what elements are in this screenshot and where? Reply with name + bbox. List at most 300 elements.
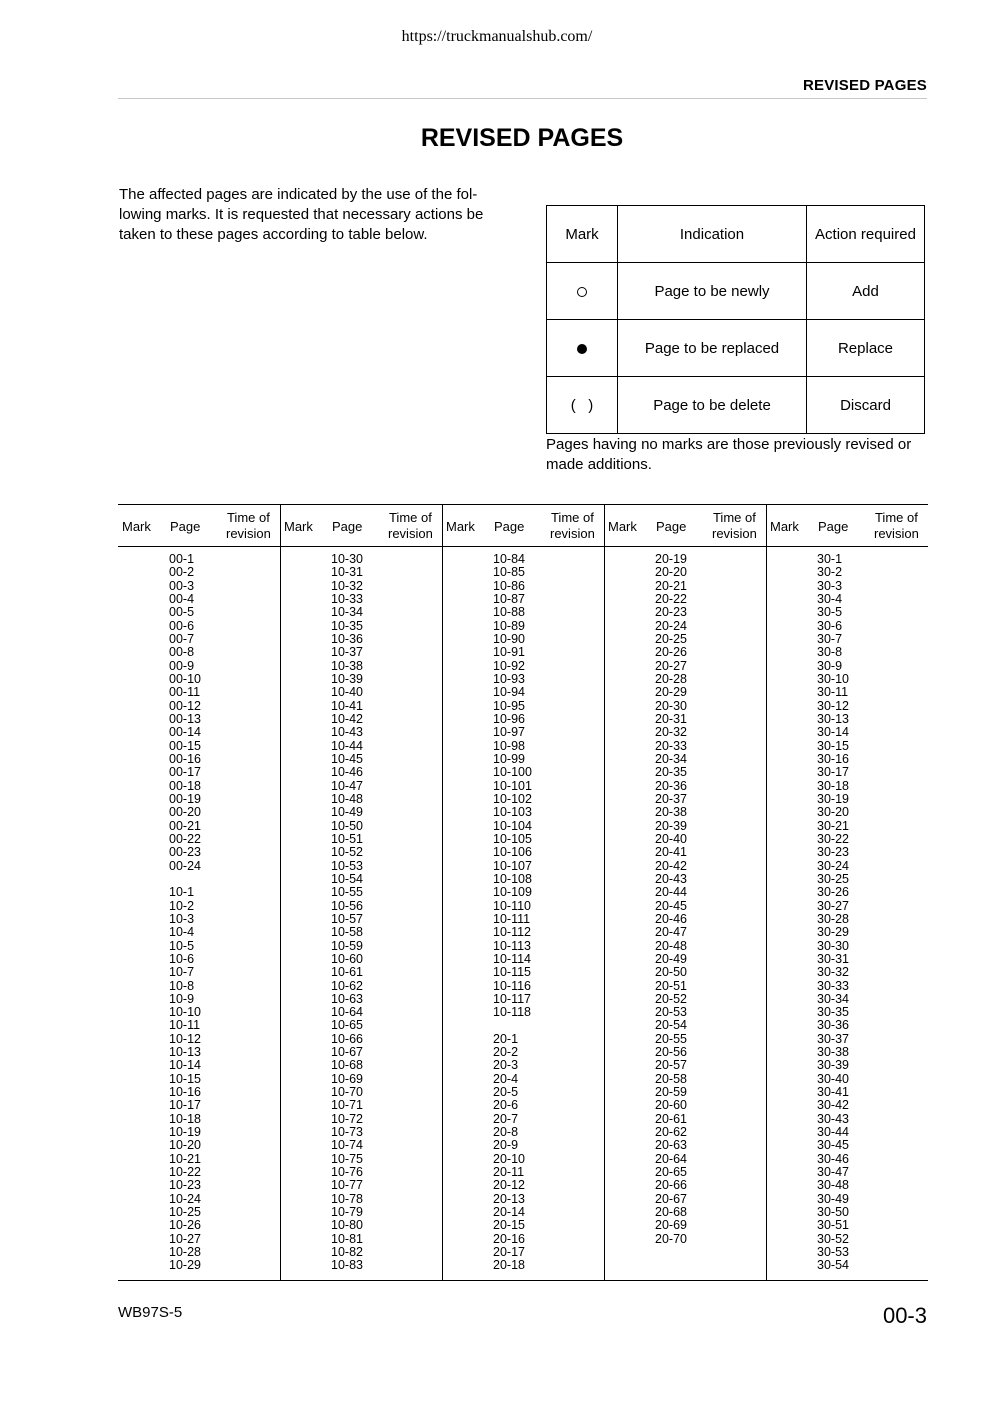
page-number: 00-18	[169, 778, 201, 793]
page-number: 10-63	[331, 991, 363, 1006]
page-number: 00-12	[169, 698, 201, 713]
time-of-revision-header	[550, 510, 595, 542]
page-number: 20-70	[655, 1231, 687, 1246]
page-number: 00-8	[169, 645, 195, 660]
page-number: 20-62	[655, 1125, 687, 1140]
page-number: 10-3	[169, 911, 195, 926]
page-number: 20-60	[655, 1098, 687, 1113]
page-number: 30-13	[817, 711, 849, 726]
page-number: 10-41	[331, 698, 363, 713]
page-number: 10-111	[493, 911, 531, 926]
page-number: 00-21	[169, 818, 201, 833]
page-number: 30-20	[817, 805, 849, 820]
page-number: 30-46	[817, 1151, 849, 1166]
page-number: 10-79	[331, 1205, 363, 1220]
page-number: 10-1	[169, 885, 195, 900]
page-number: 30-25	[817, 871, 849, 886]
page-number: 10-98	[493, 738, 525, 753]
time-header-line2: revision	[874, 526, 919, 541]
page-number: 10-6	[169, 951, 195, 966]
page-number: 10-10	[169, 1005, 201, 1020]
time-header-line1: Time of	[712, 510, 756, 525]
page-number: 10-27	[169, 1231, 201, 1246]
page-number: 10-104	[493, 818, 532, 833]
page-number: 30-14	[817, 725, 849, 740]
page-number: 10-90	[493, 631, 525, 646]
page-number: 10-113	[493, 938, 531, 953]
header-divider	[118, 98, 927, 99]
page-number: 10-22	[169, 1165, 201, 1180]
page-number: 20-58	[655, 1071, 687, 1086]
page-number: 30-50	[817, 1205, 849, 1220]
page-number: 00-16	[169, 751, 201, 766]
page-number: 10-99	[493, 751, 525, 766]
page-number: 10-114	[493, 951, 531, 966]
page-number: 30-31	[817, 951, 849, 966]
column-divider	[442, 505, 443, 1280]
page-number: 10-78	[331, 1191, 363, 1206]
page-number: 30-52	[817, 1231, 849, 1246]
page-number: 10-75	[331, 1151, 363, 1166]
page-number: 30-44	[817, 1125, 849, 1140]
page-number: 10-97	[493, 725, 525, 740]
page-number: 30-40	[817, 1071, 849, 1086]
page-number: 10-14	[169, 1058, 201, 1073]
page-number: 30-5	[817, 605, 843, 620]
page-number: 10-77	[331, 1178, 363, 1193]
page-number: 00-19	[169, 791, 201, 806]
page-number: 10-118	[493, 1005, 531, 1020]
page-number: 20-36	[655, 778, 687, 793]
time-of-revision-header	[226, 510, 271, 542]
page-number: 10-32	[331, 578, 363, 593]
page-number: 30-21	[817, 818, 849, 833]
page-column-header: Page	[170, 519, 201, 534]
page-number: 20-61	[655, 1111, 687, 1126]
page-number: 30-3	[817, 578, 843, 593]
page-number: 30-32	[817, 965, 849, 980]
page-number: 20-15	[493, 1218, 525, 1233]
page-number: 00-11	[169, 685, 201, 700]
page-number: 20-53	[655, 1005, 687, 1020]
page-number: 20-19	[655, 552, 687, 566]
page-number: 00-4	[169, 591, 195, 606]
page-number: 20-30	[655, 698, 687, 713]
page-number: 30-4	[817, 591, 843, 606]
page-number: 30-48	[817, 1178, 849, 1193]
page-number: 30-16	[817, 751, 849, 766]
column-header-group	[280, 505, 442, 546]
page-number: 30-49	[817, 1191, 849, 1206]
page-number: 20-1	[493, 1031, 519, 1046]
page-number: 10-91	[493, 645, 525, 660]
page-number: 10-106	[493, 845, 532, 860]
page-number: 10-73	[331, 1125, 363, 1140]
page-number: 10-5	[169, 938, 195, 953]
page-number: 10-52	[331, 845, 363, 860]
page-number: 20-16	[493, 1231, 525, 1246]
page-number: 00-20	[169, 805, 201, 820]
page-number: 10-40	[331, 685, 363, 700]
page-number: 00-22	[169, 831, 201, 846]
page-number: 30-12	[817, 698, 849, 713]
page-number: 20-42	[655, 858, 687, 873]
page-number: 20-2	[493, 1045, 519, 1060]
page-number: 10-53	[331, 858, 363, 873]
page-number: 10-47	[331, 778, 363, 793]
legend-indication: Page to be newly	[618, 263, 807, 320]
page-number: 10-95	[493, 698, 525, 713]
open-circle-icon	[577, 287, 587, 297]
page-number: 10-43	[331, 725, 363, 740]
page-number: 10-100	[493, 765, 532, 780]
legend-row-replace	[547, 320, 925, 377]
page-number: 20-48	[655, 938, 687, 953]
running-header: REVISED PAGES	[802, 77, 927, 94]
page-number: 20-32	[655, 725, 687, 740]
page-number: 10-18	[169, 1111, 201, 1126]
page-number: 20-31	[655, 711, 687, 726]
page-list-column	[169, 553, 201, 1273]
page-number: 10-102	[493, 791, 532, 806]
page-number: 20-9	[493, 1138, 519, 1153]
page-number: 10-81	[331, 1231, 363, 1246]
page-number: 10-8	[169, 978, 195, 993]
page-number: 10-29	[169, 1258, 201, 1273]
page-number: 20-14	[493, 1205, 525, 1220]
page-number	[169, 873, 201, 886]
page-number: 10-57	[331, 911, 363, 926]
page-number: 10-85	[493, 565, 525, 580]
page-number: 10-110	[493, 898, 531, 913]
time-header-line2: revision	[388, 526, 433, 541]
page-number: 20-59	[655, 1085, 687, 1100]
page-number: 20-39	[655, 818, 687, 833]
page-number	[493, 1019, 532, 1032]
page-number: 20-10	[493, 1151, 525, 1166]
page-number: 20-21	[655, 578, 687, 593]
page-number: 30-51	[817, 1218, 849, 1233]
page-number: 10-21	[169, 1151, 201, 1166]
page-number: 10-76	[331, 1165, 363, 1180]
intro-paragraph: The affected pages are indicated by the use of the fol-lowing marks. It is requested that necessary actions be taken to these pages according to table below.	[119, 186, 484, 243]
page-number: 30-7	[817, 631, 843, 646]
column-divider	[280, 505, 281, 1280]
page-number: 30-24	[817, 858, 849, 873]
page-number: 20-55	[655, 1031, 687, 1046]
page-number: 10-62	[331, 978, 363, 993]
page-number: 10-92	[493, 658, 525, 673]
page-number: 10-15	[169, 1071, 201, 1086]
legend-mark-cell	[547, 263, 618, 320]
page-number: 10-37	[331, 645, 363, 660]
source-url: https://truckmanualshub.com/	[401, 28, 593, 45]
page-number: 10-65	[331, 1018, 363, 1033]
page-number: 30-45	[817, 1138, 849, 1153]
page-number: 30-17	[817, 765, 849, 780]
mark-column-header: Mark	[608, 519, 637, 534]
page-number: 10-60	[331, 951, 363, 966]
legend-mark-parentheses: ( )	[547, 377, 618, 434]
page-list-column	[493, 553, 532, 1273]
page-column-header: Page	[494, 519, 525, 534]
page-number: 10-108	[493, 871, 532, 886]
page-number: 10-20	[169, 1138, 201, 1153]
page-number: 10-115	[493, 965, 531, 980]
page-number: 20-7	[493, 1111, 519, 1126]
page-number: 30-34	[817, 991, 849, 1006]
legend-header-row	[547, 206, 925, 263]
page-number: 10-38	[331, 658, 363, 673]
page-number: 10-55	[331, 885, 363, 900]
page-number: 10-50	[331, 818, 363, 833]
page-number: 20-40	[655, 831, 687, 846]
page-number: 10-45	[331, 751, 363, 766]
page-number: 30-9	[817, 658, 843, 673]
page-number: 30-38	[817, 1045, 849, 1060]
page-number: 10-66	[331, 1031, 363, 1046]
time-header-line1: Time of	[226, 510, 270, 525]
revised-pages-table	[118, 504, 928, 1281]
footer-model: WB97S-5	[118, 1304, 183, 1321]
page-number: 10-112	[493, 925, 531, 940]
page-number: 10-87	[493, 591, 525, 606]
page-number: 30-41	[817, 1085, 849, 1100]
page-number: 20-23	[655, 605, 687, 620]
page-number: 20-56	[655, 1045, 687, 1060]
page-number: 30-42	[817, 1098, 849, 1113]
page-number: 20-68	[655, 1205, 687, 1220]
page-number: 20-67	[655, 1191, 687, 1206]
page-number: 10-68	[331, 1058, 363, 1073]
page-number: 30-22	[817, 831, 849, 846]
page-number: 20-45	[655, 898, 687, 913]
page-number: 10-11	[169, 1018, 201, 1033]
page-number: 20-6	[493, 1098, 519, 1113]
page-list-column	[655, 553, 687, 1246]
page-number: 10-7	[169, 965, 195, 980]
page-number: 20-65	[655, 1165, 687, 1180]
page-number: 10-109	[493, 885, 532, 900]
table-header-divider	[118, 546, 928, 547]
page-number: 10-59	[331, 938, 363, 953]
page-number: 00-7	[169, 631, 195, 646]
time-of-revision-header	[388, 510, 433, 542]
page-number: 20-41	[655, 845, 687, 860]
page-number: 20-20	[655, 565, 687, 580]
page-number: 30-54	[817, 1258, 849, 1273]
page-number: 00-3	[169, 578, 195, 593]
page-number: 10-25	[169, 1205, 201, 1220]
page-number: 10-74	[331, 1138, 363, 1153]
legend-mark-cell	[547, 320, 618, 377]
legend-action: Add	[807, 263, 925, 320]
time-header-line2: revision	[226, 526, 271, 541]
page-number: 10-26	[169, 1218, 201, 1233]
page-number: 10-35	[331, 618, 363, 633]
page-number: 20-69	[655, 1218, 687, 1233]
time-header-line2: revision	[712, 526, 757, 541]
page-number: 10-86	[493, 578, 525, 593]
page-number: 20-33	[655, 738, 687, 753]
page-number: 30-43	[817, 1111, 849, 1126]
page-number: 10-84	[493, 552, 525, 566]
page-number: 10-4	[169, 925, 195, 940]
page-number: 30-36	[817, 1018, 849, 1033]
page-number: 30-35	[817, 1005, 849, 1020]
page-number: 30-15	[817, 738, 849, 753]
page-number: 20-25	[655, 631, 687, 646]
page-number: 10-82	[331, 1245, 363, 1260]
mark-column-header: Mark	[446, 519, 475, 534]
page-number: 30-6	[817, 618, 843, 633]
page-number: 10-70	[331, 1085, 363, 1100]
page-number: 30-19	[817, 791, 849, 806]
page-number: 00-14	[169, 725, 201, 740]
page-number: 10-49	[331, 805, 363, 820]
page-number: 10-42	[331, 711, 363, 726]
page-column-header: Page	[332, 519, 363, 534]
page-number: 10-23	[169, 1178, 201, 1193]
page-list-column	[331, 553, 363, 1273]
page-number: 30-10	[817, 671, 849, 686]
page-number: 10-103	[493, 805, 532, 820]
time-header-line1: Time of	[388, 510, 432, 525]
page-number: 00-15	[169, 738, 201, 753]
page-number: 20-44	[655, 885, 687, 900]
column-header-group	[442, 505, 604, 546]
page-number: 20-13	[493, 1191, 525, 1206]
page-number: 20-3	[493, 1058, 519, 1073]
page-number: 10-80	[331, 1218, 363, 1233]
page-number: 20-35	[655, 765, 687, 780]
page-number: 30-29	[817, 925, 849, 940]
page-number: 10-56	[331, 898, 363, 913]
page-number: 10-48	[331, 791, 363, 806]
page-number: 20-26	[655, 645, 687, 660]
page-number: 20-63	[655, 1138, 687, 1153]
page-number: 10-24	[169, 1191, 201, 1206]
mark-column-header: Mark	[770, 519, 799, 534]
page-number: 30-27	[817, 898, 849, 913]
page-number: 30-11	[817, 685, 849, 700]
page-list-column	[817, 553, 849, 1273]
page-number: 10-61	[331, 965, 363, 980]
page-number: 00-1	[169, 552, 195, 566]
page-number: 10-64	[331, 1005, 363, 1020]
page-number: 20-66	[655, 1178, 687, 1193]
page-number: 10-12	[169, 1031, 201, 1046]
page-number: 20-37	[655, 791, 687, 806]
page-number: 20-27	[655, 658, 687, 673]
page-number: 10-28	[169, 1245, 201, 1260]
page-number: 20-11	[493, 1165, 525, 1180]
page-number: 20-57	[655, 1058, 687, 1073]
page-number: 00-2	[169, 565, 195, 580]
page-number: 20-47	[655, 925, 687, 940]
page-number: 20-52	[655, 991, 687, 1006]
page-number: 20-8	[493, 1125, 519, 1140]
page-number: 30-39	[817, 1058, 849, 1073]
legend-action: Discard	[807, 377, 925, 434]
page-number: 30-28	[817, 911, 849, 926]
time-of-revision-header	[874, 510, 919, 542]
page-number: 10-58	[331, 925, 363, 940]
legend-header-mark: Mark	[547, 206, 618, 263]
page-number: 10-46	[331, 765, 363, 780]
page-number: 00-17	[169, 765, 201, 780]
mark-column-header: Mark	[284, 519, 313, 534]
page-number: 00-23	[169, 845, 201, 860]
page-number: 10-34	[331, 605, 363, 620]
page-number: 10-69	[331, 1071, 363, 1086]
legend-header-action: Action required	[807, 206, 925, 263]
legend-indication: Page to be replaced	[618, 320, 807, 377]
page-number: 10-44	[331, 738, 363, 753]
page-number: 20-54	[655, 1018, 687, 1033]
column-header-group	[604, 505, 766, 546]
page-number: 10-13	[169, 1045, 201, 1060]
page-number: 10-116	[493, 978, 531, 993]
page-number: 10-33	[331, 591, 363, 606]
time-header-line1: Time of	[550, 510, 594, 525]
page-number: 00-13	[169, 711, 201, 726]
page-number: 20-29	[655, 685, 687, 700]
page-number: 20-22	[655, 591, 687, 606]
page-number: 30-23	[817, 845, 849, 860]
page-number: 20-38	[655, 805, 687, 820]
page-number: 30-33	[817, 978, 849, 993]
time-of-revision-header	[712, 510, 757, 542]
page-number: 10-30	[331, 552, 363, 566]
marks-legend-table	[546, 205, 925, 434]
page-number: 30-30	[817, 938, 849, 953]
page-number: 20-24	[655, 618, 687, 633]
page-column-header: Page	[818, 519, 849, 534]
page-number: 20-4	[493, 1071, 519, 1086]
page-number: 10-96	[493, 711, 525, 726]
page-number: 10-36	[331, 631, 363, 646]
page-number: 30-8	[817, 645, 843, 660]
page-number: 10-107	[493, 858, 532, 873]
page-number: 20-51	[655, 978, 687, 993]
page-number: 20-49	[655, 951, 687, 966]
page-number: 10-89	[493, 618, 525, 633]
page-number: 00-10	[169, 671, 201, 686]
page-number: 20-28	[655, 671, 687, 686]
page-number: 10-94	[493, 685, 525, 700]
page-number: 10-88	[493, 605, 525, 620]
legend-action: Replace	[807, 320, 925, 377]
column-header-group	[766, 505, 928, 546]
column-header-group	[118, 505, 280, 546]
mark-column-header: Mark	[122, 519, 151, 534]
page-number: 20-12	[493, 1178, 525, 1193]
legend-note: Pages having no marks are those previously revised or made additions.	[546, 436, 912, 473]
page-number: 30-47	[817, 1165, 849, 1180]
filled-circle-icon	[577, 344, 587, 354]
page-column-header: Page	[656, 519, 687, 534]
page-number: 20-46	[655, 911, 687, 926]
page-number: 10-17	[169, 1098, 201, 1113]
page-number: 00-9	[169, 658, 195, 673]
legend-row-add	[547, 263, 925, 320]
page-title: REVISED PAGES	[420, 124, 624, 152]
page-number: 10-117	[493, 991, 531, 1006]
footer-page-number: 00-3	[882, 1303, 927, 1328]
page-number: 10-54	[331, 871, 363, 886]
page-number: 00-6	[169, 618, 195, 633]
